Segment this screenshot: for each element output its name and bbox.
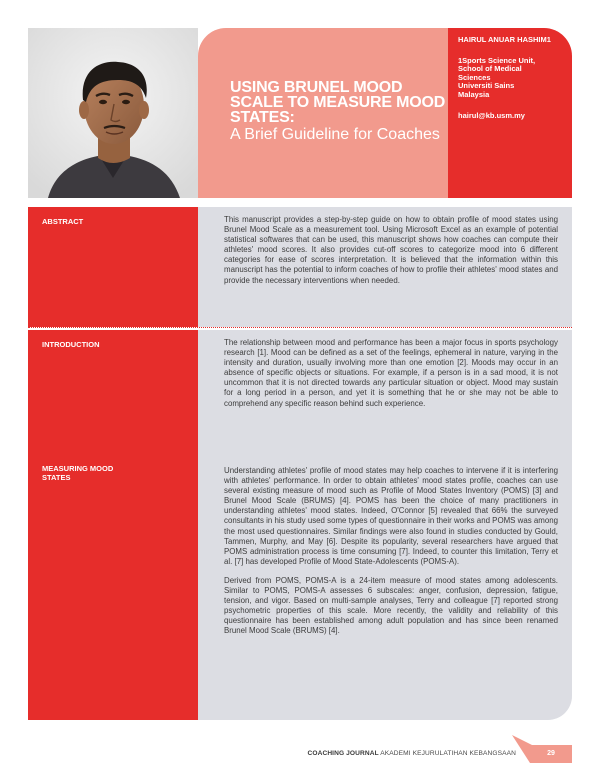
page-footer [0, 735, 600, 775]
section-body [198, 450, 572, 720]
section-measuring-wrapper [28, 450, 572, 720]
section-heading: ABSTRACT [42, 217, 84, 226]
section-heading-column [28, 330, 198, 450]
affiliation-line: Sciences [458, 72, 491, 82]
journal-name [308, 750, 517, 757]
section-heading-column [28, 450, 198, 720]
journal-name-rest: AKADEMI KEJURULATIHAN KEBANGSAAN [378, 750, 516, 757]
author-affiliation [458, 57, 564, 100]
affiliation-line: 1Sports Science Unit, [458, 55, 536, 65]
article-title [230, 80, 450, 143]
title-panel [198, 28, 448, 198]
author-name: HAIRUL ANUAR HASHIM1 [458, 35, 551, 44]
author-photo [28, 28, 198, 198]
affiliation-line: Universiti Sains [458, 81, 515, 91]
page-number: 29 [530, 745, 572, 763]
paragraph: Derived from POMS, POMS-A is a 24-item measure of mood states among adolescents. Similar to POMS, POMS-A assesses 6 subscales: anger, confusion, depression, fatigue, tension, and vigor. Based on multi-sample analyses, Terry and colleague [7] reported strong psychometric properties of this scale. More recently, the validity and reliability of this questionnaire has been established among adult population and has since been renamed Brunel Mood Scale (BRUMS) [4]. [224, 575, 558, 636]
section-introduction [28, 330, 572, 450]
author-panel [448, 28, 572, 198]
title-subtitle: A Brief Guideline for Coaches [230, 126, 440, 143]
author-email[interactable]: hairul@kb.usm.my [458, 110, 525, 120]
affiliation-line: School of Medical [458, 64, 522, 74]
journal-name-bold: COACHING JOURNAL [307, 750, 379, 757]
section-heading: MEASURING MOOD STATES [42, 464, 114, 482]
dotted-divider [28, 327, 572, 328]
section-measuring-mood-states [28, 450, 572, 720]
affiliation-line: Malaysia [458, 89, 490, 99]
title-main: USING BRUNEL MOOD SCALE TO MEASURE MOOD STATES: [230, 79, 446, 126]
paragraph: This manuscript provides a step-by-step guide on how to obtain profile of mood states using Brunel Mood Scale as a measurement tool. Using Microsoft Excel as an example of potential statistical softwares that can be used, this manuscript shows how coaches can compute their athletes' mood scores. It also provides cut-off scores to categorize mood into 6 different categories for ease of scores interpretation. It is believed that the information within this manuscript has the potential to inform coaches of how to profile their athletes' mood states and provide the necessary interventions when needed. [224, 215, 558, 285]
section-body [198, 330, 572, 450]
paragraph: Understanding athletes' profile of mood states may help coaches to intervene if it is interfering with athletes' performance. In order to obtain athletes' mood states profile, coaches can use several existing measure of mood such as Profile of Mood States Inventory (POMS) [3] and Brunel Mood Scale (BRUMS) [4]. POMS has been the choice of many practitioners in understanding athletes' mood states. Indeed, O'Connor [5] revealed that 66% the surveyed consultants in his study used some types of questionnaire in their works and POMS was among the most used questionnaires. Similar findings were also found in studies conducted by Gould, Tammen, Murphy, and May [6]. Despite its popularity, several researchers have argued that POMS administration process is time consuming [7]. Indeed, to counter this limitation, Terry et al. [7] has developed Profile of Mood State-Adolescents (POMS-A). [224, 466, 558, 566]
section-body [198, 207, 572, 327]
section-heading: INTRODUCTION [42, 340, 100, 349]
portrait-photo [28, 28, 198, 198]
section-abstract [28, 207, 572, 327]
paragraph: The relationship between mood and performance has been a major focus in sports psychology research [1]. Mood can be defined as a set of the feelings, ephemeral in nature, varying in the intensity and duration, usually involving more than one emotion [2]. Moods may occur in an absence of specific objects or situations. For example, if a person is in a sad mood, it is not uncommon that it is not directed towards any particular situation or object. Mood may sustain for a long period in a person, and yet it is something that he or she may not be able to comprehend any specific reason behind such experience. [224, 338, 558, 408]
section-heading-column [28, 207, 198, 327]
